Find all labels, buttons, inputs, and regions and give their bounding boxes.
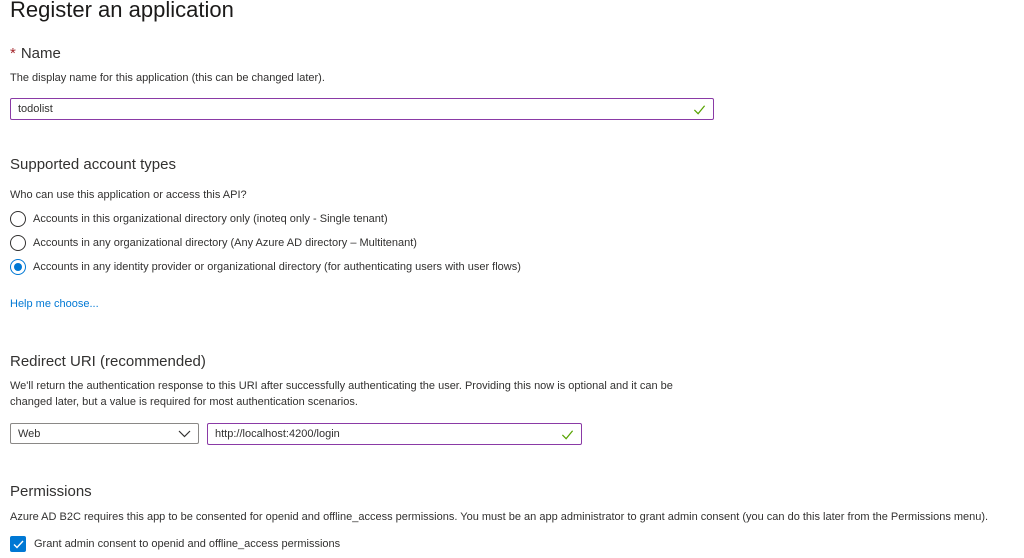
account-types-question: Who can use this application or access this API? — [10, 189, 247, 201]
radio-button[interactable] — [10, 211, 26, 227]
redirect-uri-description-line1: We'll return the authentication response to this URI after successfully authenticating the user. Providing this now is optional and it can be — [10, 380, 673, 392]
name-input[interactable] — [10, 98, 714, 120]
page-title: Register an application — [10, 0, 234, 22]
radio-any-identity-provider[interactable] — [10, 259, 521, 275]
radio-label: Accounts in this organizational directory only (inoteq only - Single tenant) — [33, 213, 388, 225]
radio-button-selected[interactable] — [10, 259, 26, 275]
radio-single-tenant[interactable] — [10, 211, 388, 227]
radio-multitenant[interactable] — [10, 235, 417, 251]
help-me-choose-link[interactable]: Help me choose... — [10, 298, 99, 310]
valid-check-icon — [693, 103, 706, 116]
grant-admin-consent-checkbox-row[interactable] — [10, 536, 340, 552]
redirect-uri-value: http://localhost:4200/login — [215, 428, 340, 440]
grant-admin-consent-label: Grant admin consent to openid and offline_access permissions — [34, 538, 341, 550]
name-description: The display name for this application (this can be changed later). — [10, 72, 325, 84]
chevron-down-icon — [178, 430, 191, 438]
valid-check-icon — [561, 428, 574, 441]
account-types-heading: Supported account types — [10, 156, 176, 173]
redirect-uri-input[interactable] — [207, 423, 582, 445]
redirect-uri-description-line2: changed later, but a value is required for most authentication scenarios. — [10, 396, 358, 408]
name-input-value: todolist — [18, 103, 53, 115]
permissions-heading: Permissions — [10, 483, 92, 500]
permissions-description: Azure AD B2C requires this app to be consented for openid and offline_access permissions. You must be an app administrator to grant admin consent (you can do this later from the Permissions menu). — [10, 511, 989, 523]
name-label-text: Name — [20, 45, 61, 62]
radio-button[interactable] — [10, 235, 26, 251]
redirect-uri-heading: Redirect URI (recommended) — [10, 353, 206, 370]
checkmark-icon — [13, 540, 24, 549]
radio-label: Accounts in any organizational directory (Any Azure AD directory – Multitenant) — [33, 237, 417, 249]
grant-admin-consent-checkbox[interactable] — [10, 536, 26, 552]
platform-dropdown-value: Web — [18, 427, 41, 440]
platform-dropdown[interactable] — [10, 423, 199, 444]
required-marker: * — [10, 45, 16, 62]
radio-label: Accounts in any identity provider or organizational directory (for authenticating users with user flows) — [33, 261, 521, 273]
name-label — [10, 45, 61, 62]
